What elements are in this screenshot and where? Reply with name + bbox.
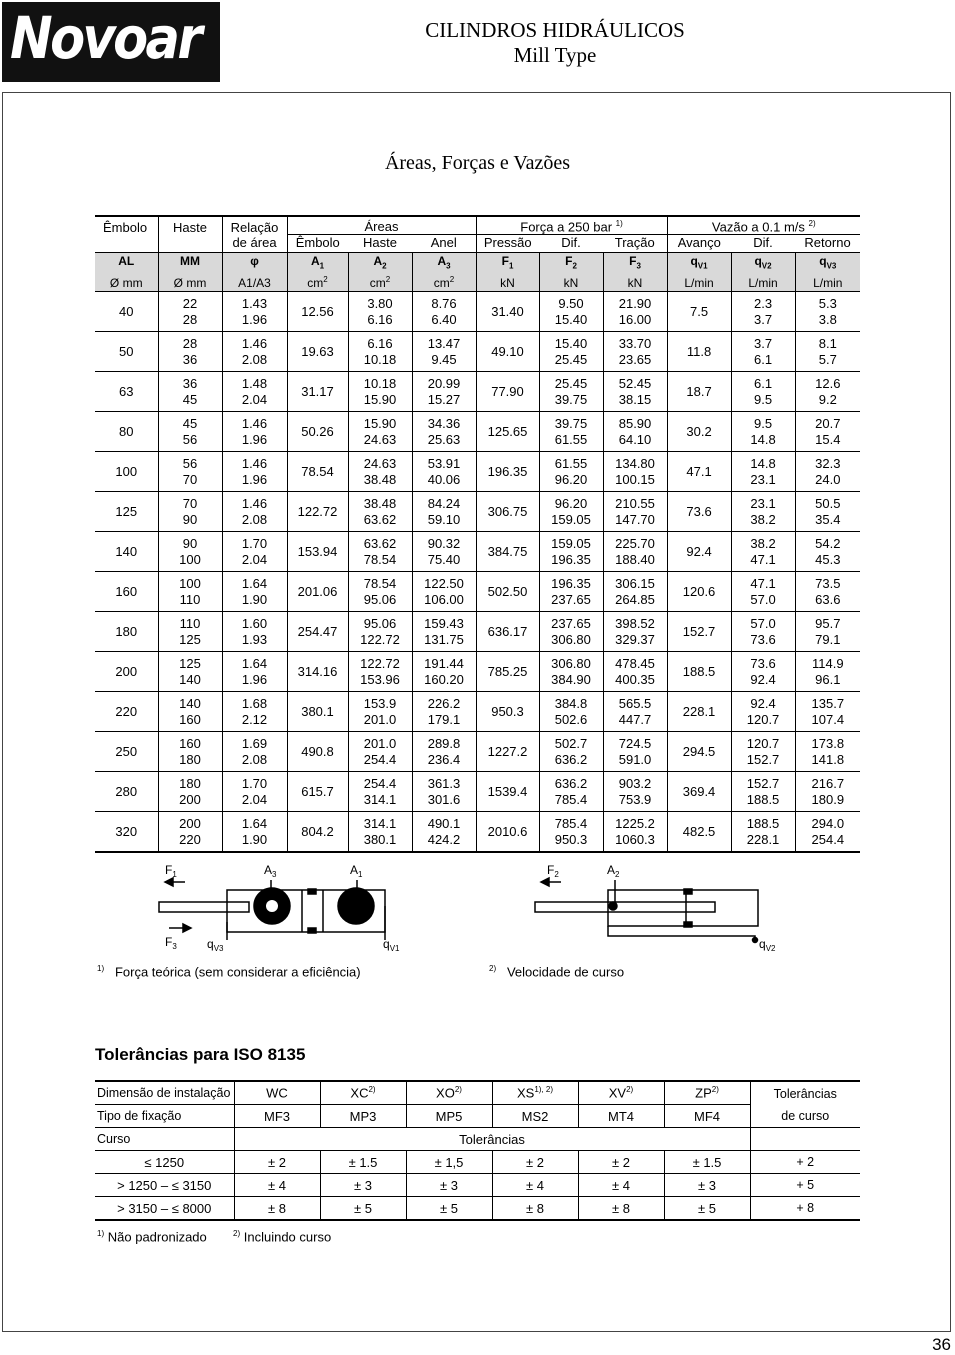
table-row (95, 652, 860, 692)
cell-f3: 210.55 147.70 (603, 492, 667, 532)
cell-qv2: 152.7 188.5 (731, 772, 795, 812)
cell-mm: 56 70 (158, 452, 222, 492)
cell-a3: 490.1 424.2 (412, 812, 476, 853)
cell-al: 200 (95, 652, 158, 692)
cell-phi: 1.46 2.08 (222, 332, 287, 372)
tol-value: ± 2 (492, 1151, 578, 1174)
label-qv3: $q_{V3}$ (207, 937, 224, 953)
cell-phi: 1.46 2.08 (222, 492, 287, 532)
cell-f2: 61.55 96.20 (539, 452, 603, 492)
cell-f1: 306.75 (476, 492, 539, 532)
cell-f1: 77.90 (476, 372, 539, 412)
tol-row-curso (95, 1128, 860, 1151)
cell-qv3: 32.3 24.0 (795, 452, 860, 492)
cell-a1: 490.8 (287, 732, 348, 772)
cell-f2: 785.4 950.3 (539, 812, 603, 853)
symbol-cell: $A_3$ $cm^2$ (412, 253, 476, 292)
cell-al: 220 (95, 692, 158, 732)
tol-value: ± 3 (664, 1174, 750, 1197)
cell-qv2: 120.7 152.7 (731, 732, 795, 772)
cell-f2: 9.50 15.40 (539, 292, 603, 332)
header-forca: Força a 250 bar $^{1)}$ (476, 216, 667, 235)
sub-header: Avanço (667, 235, 731, 253)
cell-mm: 200 220 (158, 812, 222, 853)
cell-a3: 122.50 106.00 (412, 572, 476, 612)
cell-al: 320 (95, 812, 158, 853)
tol-fixing: MS2 (492, 1105, 578, 1128)
cell-qv3: 95.7 79.1 (795, 612, 860, 652)
cell-qv3: 20.7 15.4 (795, 412, 860, 452)
cell-a3: 8.76 6.40 (412, 292, 476, 332)
cell-mm: 28 36 (158, 332, 222, 372)
table-row (95, 412, 860, 452)
symbol-cell: $q_{V1}$ L/min (667, 253, 731, 292)
cell-phi: 1.60 1.93 (222, 612, 287, 652)
table-row (95, 572, 860, 612)
cell-f3: 478.45 400.35 (603, 652, 667, 692)
cell-f3: 903.2 753.9 (603, 772, 667, 812)
cylinder-diagram-right (535, 878, 758, 943)
cell-a3: 20.99 15.27 (412, 372, 476, 412)
tol-value: ± 4 (578, 1174, 664, 1197)
cell-mm: 36 45 (158, 372, 222, 412)
cell-mm: 140 160 (158, 692, 222, 732)
tol-value: ± 8 (492, 1197, 578, 1221)
cell-a1: 12.56 (287, 292, 348, 332)
cell-a2: 10.18 15.90 (348, 372, 412, 412)
tol-value: ± 3 (406, 1174, 492, 1197)
symbol-cell: $F_1$ kN (476, 253, 539, 292)
label-f1: $F_1$ (165, 863, 177, 879)
table-row (95, 492, 860, 532)
cell-a1: 78.54 (287, 452, 348, 492)
document-header (360, 18, 750, 68)
label-f2: $F_2$ (547, 863, 559, 879)
cell-f2: 25.45 39.75 (539, 372, 603, 412)
tol-fixing: MP5 (406, 1105, 492, 1128)
cell-phi: 1.64 1.96 (222, 652, 287, 692)
tol-tolerancias-label: Tolerâncias (234, 1128, 750, 1151)
cell-f1: 502.50 (476, 572, 539, 612)
cell-f2: 636.2 785.4 (539, 772, 603, 812)
tol-value: ± 1,5 (406, 1151, 492, 1174)
cell-qv2: 9.5 14.8 (731, 412, 795, 452)
cell-al: 280 (95, 772, 158, 812)
tol-value: ± 4 (492, 1174, 578, 1197)
symbol-cell: φ A1/A3 (222, 253, 287, 292)
tol-type: XO$^{2)}$ (406, 1081, 492, 1105)
cell-f3: 225.70 188.40 (603, 532, 667, 572)
cell-a3: 34.36 25.63 (412, 412, 476, 452)
cell-a1: 122.72 (287, 492, 348, 532)
tol-fixing: MP3 (320, 1105, 406, 1128)
cell-a2: 201.0 254.4 (348, 732, 412, 772)
cell-qv2: 73.6 92.4 (731, 652, 795, 692)
symbol-cell: MM Ø mm (158, 253, 222, 292)
cell-al: 180 (95, 612, 158, 652)
cell-qv1: 73.6 (667, 492, 731, 532)
tolerances-title: Tolerâncias para ISO 8135 (95, 1045, 306, 1064)
cell-qv3: 5.3 3.8 (795, 292, 860, 332)
page-number: 36 (932, 1335, 951, 1354)
symbol-cell: $A_2$ $cm^2$ (348, 253, 412, 292)
cell-f2: 39.75 61.55 (539, 412, 603, 452)
cell-f3: 134.80 100.15 (603, 452, 667, 492)
header-title-line2: Mill Type (513, 43, 597, 67)
cell-mm: 100 110 (158, 572, 222, 612)
cell-qv3: 73.5 63.6 (795, 572, 860, 612)
cell-f2: 502.7 636.2 (539, 732, 603, 772)
label-qv2: $q_{V2}$ (759, 937, 776, 953)
tol-range: ≤ 1250 (95, 1151, 234, 1174)
cell-qv1: 482.5 (667, 812, 731, 853)
tol-value: ± 2 (234, 1151, 320, 1174)
sub-header: Haste (348, 235, 412, 253)
symbol-cell: $q_{V3}$ L/min (795, 253, 860, 292)
header-relacao: Relação (222, 216, 287, 235)
table-row (95, 372, 860, 412)
cell-al: 50 (95, 332, 158, 372)
cell-qv3: 54.2 45.3 (795, 532, 860, 572)
cell-qv2: 6.1 9.5 (731, 372, 795, 412)
cell-a3: 289.8 236.4 (412, 732, 476, 772)
table-row (95, 772, 860, 812)
cell-qv3: 12.6 9.2 (795, 372, 860, 412)
cell-a1: 153.94 (287, 532, 348, 572)
cell-f1: 950.3 (476, 692, 539, 732)
cell-f1: 49.10 (476, 332, 539, 372)
tolerances-table (95, 1080, 860, 1221)
cell-a2: 63.62 78.54 (348, 532, 412, 572)
header-de-area: de área (222, 235, 287, 253)
cell-mm: 110 125 (158, 612, 222, 652)
cell-mm: 160 180 (158, 732, 222, 772)
cell-mm: 45 56 (158, 412, 222, 452)
cell-qv1: 30.2 (667, 412, 731, 452)
cell-f1: 1227.2 (476, 732, 539, 772)
label-a2: $A_2$ (607, 863, 620, 879)
cell-al: 140 (95, 532, 158, 572)
cylinder-diagrams (95, 860, 860, 960)
cell-f3: 1225.2 1060.3 (603, 812, 667, 853)
tol-fixing: MF4 (664, 1105, 750, 1128)
table-row (95, 812, 860, 853)
tol-type: WC (234, 1081, 320, 1105)
symbol-cell: AL Ø mm (95, 253, 158, 292)
tol-curso-value: + 5 (750, 1174, 860, 1197)
symbol-cell: $F_2$ kN (539, 253, 603, 292)
cell-mm: 22 28 (158, 292, 222, 332)
cell-phi: 1.70 2.04 (222, 532, 287, 572)
cell-a3: 361.3 301.6 (412, 772, 476, 812)
cell-qv3: 135.7 107.4 (795, 692, 860, 732)
cell-a1: 615.7 (287, 772, 348, 812)
cell-f2: 196.35 237.65 (539, 572, 603, 612)
cell-f1: 2010.6 (476, 812, 539, 853)
cell-f2: 237.65 306.80 (539, 612, 603, 652)
cell-qv3: 294.0 254.4 (795, 812, 860, 853)
tol-value: ± 1.5 (320, 1151, 406, 1174)
cell-f3: 21.90 16.00 (603, 292, 667, 332)
cell-al: 80 (95, 412, 158, 452)
novoar-logo: Novoar (2, 2, 220, 82)
header-title-line1: CILINDROS HIDRÁULICOS (425, 18, 685, 42)
cell-phi: 1.70 2.04 (222, 772, 287, 812)
cell-a3: 90.32 75.40 (412, 532, 476, 572)
table-row (95, 612, 860, 652)
cell-qv1: 120.6 (667, 572, 731, 612)
cell-qv1: 47.1 (667, 452, 731, 492)
cell-qv1: 152.7 (667, 612, 731, 652)
cell-qv1: 294.5 (667, 732, 731, 772)
tol-row-dimensao (95, 1081, 860, 1105)
cell-f3: 33.70 23.65 (603, 332, 667, 372)
cell-qv2: 57.0 73.6 (731, 612, 795, 652)
cell-qv2: 38.2 47.1 (731, 532, 795, 572)
tol-value: ± 5 (320, 1197, 406, 1221)
cell-qv1: 92.4 (667, 532, 731, 572)
label-qv1: $q_{V1}$ (383, 937, 400, 953)
label-f3: $F_3$ (165, 935, 177, 951)
cell-phi: 1.64 1.90 (222, 812, 287, 853)
cell-f3: 52.45 38.15 (603, 372, 667, 412)
tol-value: ± 4 (234, 1174, 320, 1197)
header-areas: Áreas (287, 216, 476, 235)
cell-mm: 180 200 (158, 772, 222, 812)
tol-footnote-1: $^{1)}$ Não padronizado (97, 1229, 207, 1245)
cell-a1: 380.1 (287, 692, 348, 732)
cell-a2: 3.80 6.16 (348, 292, 412, 332)
cell-f1: 125.65 (476, 412, 539, 452)
header-embolo: Êmbolo (103, 219, 148, 235)
tol-type: ZP$^{2)}$ (664, 1081, 750, 1105)
cell-f1: 785.25 (476, 652, 539, 692)
tol-label-fixacao: Tipo de fixação (95, 1105, 234, 1128)
cell-a1: 50.26 (287, 412, 348, 452)
tol-row (95, 1151, 860, 1174)
cell-a2: 153.9 201.0 (348, 692, 412, 732)
tol-value: ± 3 (320, 1174, 406, 1197)
cell-phi: 1.64 1.90 (222, 572, 287, 612)
footnote-1: $^{1)}$ Força teórica (sem considerar a eficiência) (97, 964, 361, 980)
tol-value: ± 5 (664, 1197, 750, 1221)
cell-mm: 90 100 (158, 532, 222, 572)
cell-f2: 306.80 384.90 (539, 652, 603, 692)
cell-a3: 226.2 179.1 (412, 692, 476, 732)
cell-qv3: 50.5 35.4 (795, 492, 860, 532)
header-haste: Haste (158, 216, 222, 235)
cell-qv3: 216.7 180.9 (795, 772, 860, 812)
tol-curso-value: + 2 (750, 1151, 860, 1174)
tol-type: XV$^{2)}$ (578, 1081, 664, 1105)
cell-qv2: 47.1 57.0 (731, 572, 795, 612)
cell-qv1: 7.5 (667, 292, 731, 332)
footnote-2: $^{2)}$ Velocidade de curso (489, 964, 625, 980)
cell-a2: 95.06 122.72 (348, 612, 412, 652)
tol-row-fixacao (95, 1105, 860, 1128)
cell-a1: 804.2 (287, 812, 348, 853)
cell-al: 160 (95, 572, 158, 612)
cell-a3: 191.44 160.20 (412, 652, 476, 692)
cell-f3: 565.5 447.7 (603, 692, 667, 732)
table-body (95, 292, 860, 853)
cell-f2: 384.8 502.6 (539, 692, 603, 732)
areas-forces-flow-table (95, 215, 860, 853)
cell-phi: 1.69 2.08 (222, 732, 287, 772)
tol-value: ± 2 (578, 1151, 664, 1174)
tol-footnote-2: $^{2)}$ Incluindo curso (233, 1229, 332, 1245)
cell-f3: 724.5 591.0 (603, 732, 667, 772)
cell-qv2: 23.1 38.2 (731, 492, 795, 532)
tol-fixing: MF3 (234, 1105, 320, 1128)
cell-f2: 159.05 196.35 (539, 532, 603, 572)
tol-fixing: MT4 (578, 1105, 664, 1128)
cell-f3: 306.15 264.85 (603, 572, 667, 612)
table-row (95, 332, 860, 372)
cell-phi: 1.46 1.96 (222, 452, 287, 492)
cell-a2: 122.72 153.96 (348, 652, 412, 692)
header-vazao: Vazão a 0.1 m/s $^{2)}$ (667, 216, 860, 235)
cell-qv2: 188.5 228.1 (731, 812, 795, 853)
tol-row (95, 1174, 860, 1197)
cell-a2: 254.4 314.1 (348, 772, 412, 812)
label-a3: $A_3$ (264, 863, 277, 879)
tol-value: ± 5 (406, 1197, 492, 1221)
sub-header: Êmbolo (287, 235, 348, 253)
cell-f2: 15.40 25.45 (539, 332, 603, 372)
table-row (95, 732, 860, 772)
sub-header: Tração (603, 235, 667, 253)
cell-a1: 19.63 (287, 332, 348, 372)
table-row (95, 292, 860, 332)
tol-value: ± 8 (234, 1197, 320, 1221)
tol-type: $XS^{1), 2)}$ (492, 1081, 578, 1105)
cell-qv2: 14.8 23.1 (731, 452, 795, 492)
tol-label-curso: Curso (95, 1128, 234, 1151)
tol-value: ± 8 (578, 1197, 664, 1221)
tol-range: > 1250 – ≤ 3150 (95, 1174, 234, 1197)
cell-f1: 196.35 (476, 452, 539, 492)
tol-range: > 3150 – ≤ 8000 (95, 1197, 234, 1221)
cell-al: 40 (95, 292, 158, 332)
label-a1: $A_1$ (350, 863, 363, 879)
cell-al: 63 (95, 372, 158, 412)
sub-header: Retorno (795, 235, 860, 253)
cell-al: 125 (95, 492, 158, 532)
symbol-cell: $A_1$ $cm^2$ (287, 253, 348, 292)
cell-a2: 15.90 24.63 (348, 412, 412, 452)
sub-header: Dif. (539, 235, 603, 253)
cell-mm: 125 140 (158, 652, 222, 692)
cell-qv2: 3.7 6.1 (731, 332, 795, 372)
cell-qv3: 8.1 5.7 (795, 332, 860, 372)
cell-a1: 31.17 (287, 372, 348, 412)
table-row (95, 532, 860, 572)
cell-a2: 38.48 63.62 (348, 492, 412, 532)
cell-a3: 159.43 131.75 (412, 612, 476, 652)
cell-a2: 6.16 10.18 (348, 332, 412, 372)
cell-qv1: 188.5 (667, 652, 731, 692)
cell-qv3: 114.9 96.1 (795, 652, 860, 692)
cell-f1: 384.75 (476, 532, 539, 572)
sub-header: Pressão (476, 235, 539, 253)
tol-type: XC$^{2)}$ (320, 1081, 406, 1105)
symbol-cell: $F_3$ kN (603, 253, 667, 292)
cell-a3: 13.47 9.45 (412, 332, 476, 372)
cell-f1: 1539.4 (476, 772, 539, 812)
cell-qv1: 18.7 (667, 372, 731, 412)
cell-a2: 314.1 380.1 (348, 812, 412, 853)
cell-qv3: 173.8 141.8 (795, 732, 860, 772)
cell-f1: 31.40 (476, 292, 539, 332)
section-title: Áreas, Forças e Vazões (384, 152, 571, 174)
cell-al: 100 (95, 452, 158, 492)
cell-a2: 78.54 95.06 (348, 572, 412, 612)
cell-f3: 85.90 64.10 (603, 412, 667, 452)
sub-header: Anel (412, 235, 476, 253)
cell-f3: 398.52 329.37 (603, 612, 667, 652)
cell-al: 250 (95, 732, 158, 772)
cell-a3: 53.91 40.06 (412, 452, 476, 492)
table-row (95, 692, 860, 732)
cell-a3: 84.24 59.10 (412, 492, 476, 532)
cell-phi: 1.68 2.12 (222, 692, 287, 732)
cell-qv1: 369.4 (667, 772, 731, 812)
symbol-row (95, 253, 860, 292)
cell-mm: 70 90 (158, 492, 222, 532)
symbol-cell: $q_{V2}$ L/min (731, 253, 795, 292)
table-row (95, 452, 860, 492)
cell-phi: 1.43 1.96 (222, 292, 287, 332)
cylinder-diagram-left (159, 878, 385, 940)
cell-qv2: 92.4 120.7 (731, 692, 795, 732)
cell-a2: 24.63 38.48 (348, 452, 412, 492)
sub-header: Dif. (731, 235, 795, 253)
cell-qv2: 2.3 3.7 (731, 292, 795, 332)
cell-phi: 1.46 1.96 (222, 412, 287, 452)
cell-a1: 254.47 (287, 612, 348, 652)
cell-phi: 1.48 2.04 (222, 372, 287, 412)
cell-qv1: 228.1 (667, 692, 731, 732)
cell-qv1: 11.8 (667, 332, 731, 372)
cell-a1: 201.06 (287, 572, 348, 612)
cell-a1: 314.16 (287, 652, 348, 692)
cell-f1: 636.17 (476, 612, 539, 652)
tol-curso-header: Tolerâncias de curso (750, 1081, 860, 1128)
tol-curso-value: + 8 (750, 1197, 860, 1221)
cell-f2: 96.20 159.05 (539, 492, 603, 532)
tol-value: ± 1.5 (664, 1151, 750, 1174)
tol-row (95, 1197, 860, 1221)
tol-label-dimensao: Dimensão de instalação (95, 1081, 234, 1105)
